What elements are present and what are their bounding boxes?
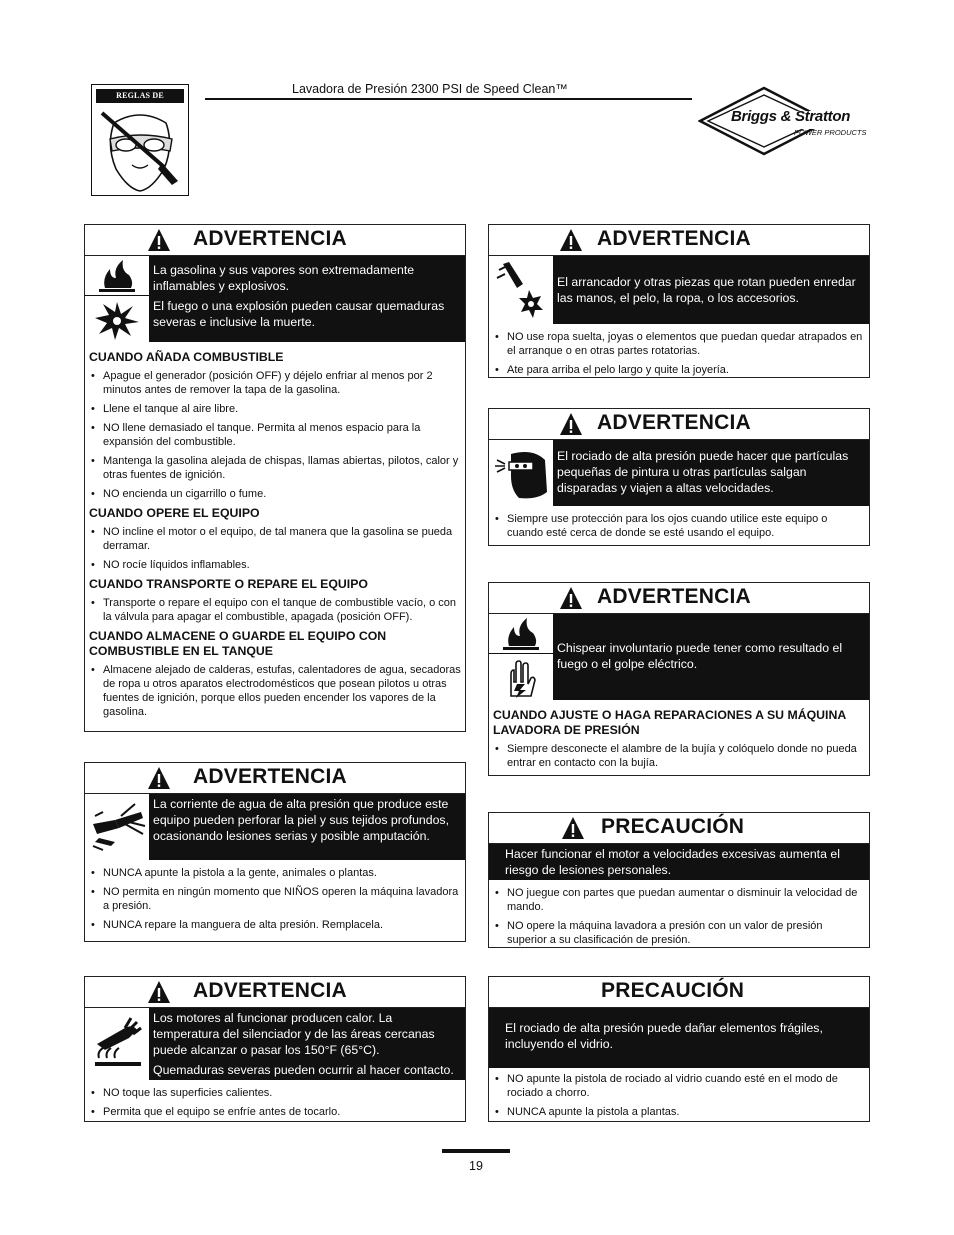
hazard-text: El rociado de alta presión puede hacer que partículas pequeñas de pintura u otras partículas salgan disparadas y viajen a altas velocidades. <box>557 449 849 495</box>
list-item: • NO juegue con partes que puedan aumentar o disminuir la velocidad de mando. <box>493 886 865 914</box>
list-item: • NUNCA apunte la pistola a la gente, animales o plantas. <box>89 866 461 880</box>
list-item: • NO use ropa suelta, joyas o elementos que puedan quedar atrapados en el arranque o en otras partes rotatorias. <box>493 330 865 358</box>
warning-body <box>489 324 869 384</box>
caution-body <box>489 880 869 954</box>
hazard-text: El fuego o una explosión pueden causar quemaduras severas e inclusive la muerte. <box>153 299 445 329</box>
warning-title: ADVERTENCIA <box>193 765 347 788</box>
warning-triangle-icon <box>147 766 171 790</box>
warning-header <box>489 225 869 256</box>
warning-header <box>85 763 465 794</box>
warning-box-eyes <box>488 408 870 546</box>
list-item: • Almacene alejado de calderas, estufas, calentadores de agua, secadoras de ropa u otros aparatos electrodomésticos que posean pilotos u otras fuentes de ignición, porque ellos pueden encender los vapores de la gasolina. <box>89 663 461 719</box>
warning-body <box>85 342 465 726</box>
hot-surface-icon <box>85 1008 149 1080</box>
hazard-text: El arrancador y otras piezas que rotan pueden enredar las manos, el pelo, la ropa, o los accesorios. <box>557 275 856 305</box>
page-number: 19 <box>469 1159 483 1173</box>
entanglement-icon <box>489 256 553 324</box>
hazard-text: La gasolina y sus vapores son extremadamente inflamables y explosivos. <box>153 263 415 293</box>
caution-box-speed <box>488 812 870 948</box>
list-item: • NO rocíe líquidos inflamables. <box>89 558 461 572</box>
high-pressure-spray-injury-icon <box>85 794 149 860</box>
header-rule <box>205 98 692 100</box>
warning-body <box>489 700 869 777</box>
hazard-text: Chispear involuntario puede tener como resultado el fuego o el golpe eléctrico. <box>557 641 843 671</box>
warning-title: ADVERTENCIA <box>193 979 347 1002</box>
warning-header <box>85 225 465 256</box>
section-title: CUANDO OPERE EL EQUIPO <box>89 506 260 520</box>
warning-triangle-icon <box>559 412 583 436</box>
list-item: • Apague el generador (posición OFF) y déjelo enfriar al menos por 2 minutos antes de remover la tapa de la gasolina. <box>89 369 461 397</box>
list-item: • Ate para arriba el pelo largo y quite la joyería. <box>493 363 865 377</box>
hazard-text: El rociado de alta presión puede dañar elementos frágiles, incluyendo el vidrio. <box>505 1021 823 1051</box>
caution-title: PRECAUCIÓN <box>601 979 745 1002</box>
warning-box-starter <box>488 224 870 378</box>
briggs-stratton-logo <box>698 86 870 156</box>
warning-triangle-icon <box>559 586 583 610</box>
list-item: • Permita que el equipo se enfríe antes de tocarlo. <box>89 1105 461 1119</box>
warning-title: ADVERTENCIA <box>597 227 751 250</box>
safety-rules-logo <box>91 84 189 196</box>
warning-triangle-icon <box>559 228 583 252</box>
warning-title: ADVERTENCIA <box>597 411 751 434</box>
hazard-panel <box>85 256 465 342</box>
list-item: • Transporte o repare el equipo con el tanque de combustible vacío, o con la válvula para apagar el combustible, apagada (posición OFF). <box>89 596 461 624</box>
brand-subtitle: POWER PRODUCTS <box>794 128 867 137</box>
list-item: • NO llene demasiado el tanque. Permita al menos espacio para la expansión del combustible. <box>89 421 461 449</box>
hazard-panel <box>85 1008 465 1080</box>
caution-title: PRECAUCIÓN <box>601 815 745 838</box>
warning-body <box>85 860 465 939</box>
warning-header <box>489 409 869 440</box>
caution-header <box>489 813 869 844</box>
hazard-text: Los motores al funcionar producen calor. La temperatura del silenciador y de las áreas cercanas puede alcanzar o pasar los 150°F (65°C). <box>153 1011 435 1057</box>
list-item: • Siempre desconecte el alambre de la bujía y colóquelo donde no pueda entrar en contacto con la bujía. <box>493 742 865 770</box>
flame-icon <box>85 256 149 296</box>
warning-box-spark <box>488 582 870 776</box>
warning-triangle-icon <box>147 228 171 252</box>
warning-body <box>489 506 869 547</box>
list-item: • NO apunte la pistola de rociado al vidrio cuando esté en el modo de rociado a chorro. <box>493 1072 865 1100</box>
flame-icon <box>489 614 553 654</box>
caution-body <box>489 1068 869 1126</box>
hazard-panel <box>489 844 869 880</box>
hazard-text: Quemaduras severas pueden ocurrir al hacer contacto. <box>153 1063 454 1077</box>
warning-header <box>85 977 465 1008</box>
hazard-text: Hacer funcionar el motor a velocidades excesivas aumenta el riesgo de lesiones personales. <box>505 847 840 877</box>
list-item: • NO opere la máquina lavadora a presión con un valor de presión superior a su clasificación de presión. <box>493 919 865 947</box>
hazard-panel <box>489 1008 869 1068</box>
list-item: • Siempre use protección para los ojos cuando utilice este equipo o cuando esté cerca de donde se esté usando el equipo. <box>493 512 865 540</box>
face-shield-icon <box>92 105 188 195</box>
list-item: • NO toque las superficies calientes. <box>89 1086 461 1100</box>
warning-triangle-icon <box>147 980 171 1004</box>
warning-body <box>85 1080 465 1126</box>
section-title: CUANDO AJUSTE O HAGA REPARACIONES A SU MÁQUINA LAVADORA DE PRESIÓN <box>493 708 846 737</box>
safety-rules-tag: REGLAS DE SEGURIDAD <box>96 89 184 103</box>
list-item: • NUNCA repare la manguera de alta presión. Remplacela. <box>89 918 461 932</box>
warning-title: ADVERTENCIA <box>193 227 347 250</box>
warning-box-fuel <box>84 224 466 732</box>
hazard-panel <box>489 440 869 506</box>
section-title: CUANDO ALMACENE O GUARDE EL EQUIPO CON COMBUSTIBLE EN EL TANQUE <box>89 629 387 658</box>
warning-header <box>489 583 869 614</box>
section-title: CUANDO TRANSPORTE O REPARE EL EQUIPO <box>89 577 368 591</box>
brand-name: Briggs & Stratton <box>731 108 851 125</box>
caution-box-fragile <box>488 976 870 1122</box>
explosion-icon <box>85 296 149 342</box>
warning-title: ADVERTENCIA <box>597 585 751 608</box>
list-item: • Mantenga la gasolina alejada de chispas, llamas abiertas, pilotos, calor y otras fuentes de ignición. <box>89 454 461 482</box>
list-item: • NO permita en ningún momento que NIÑOS operen la máquina lavadora a presión. <box>89 885 461 913</box>
list-item: • NUNCA apunte la pistola a plantas. <box>493 1105 865 1119</box>
hazard-panel <box>85 794 465 860</box>
eye-protection-icon <box>489 440 553 506</box>
list-item: • Llene el tanque al aire libre. <box>89 402 461 416</box>
section-title: CUANDO AÑADA COMBUSTIBLE <box>89 350 284 364</box>
warning-box-water-jet <box>84 762 466 942</box>
hazard-panel <box>489 614 869 700</box>
hazard-text: La corriente de agua de alta presión que produce este equipo pueden perforar la piel y sus tejidos profundos, ocasionando lesiones serias y posible amputación. <box>153 797 450 843</box>
document-title: Lavadora de Presión 2300 PSI de Speed Clean™ <box>292 82 568 96</box>
caution-header <box>489 977 869 1008</box>
list-item: • NO incline el motor o el equipo, de tal manera que la gasolina se pueda derramar. <box>89 525 461 553</box>
hazard-panel <box>489 256 869 324</box>
warning-box-heat <box>84 976 466 1122</box>
warning-triangle-icon <box>561 816 585 840</box>
page-number-bar <box>442 1149 510 1153</box>
electric-shock-icon <box>489 654 553 700</box>
list-item: • NO encienda un cigarrillo o fume. <box>89 487 461 501</box>
